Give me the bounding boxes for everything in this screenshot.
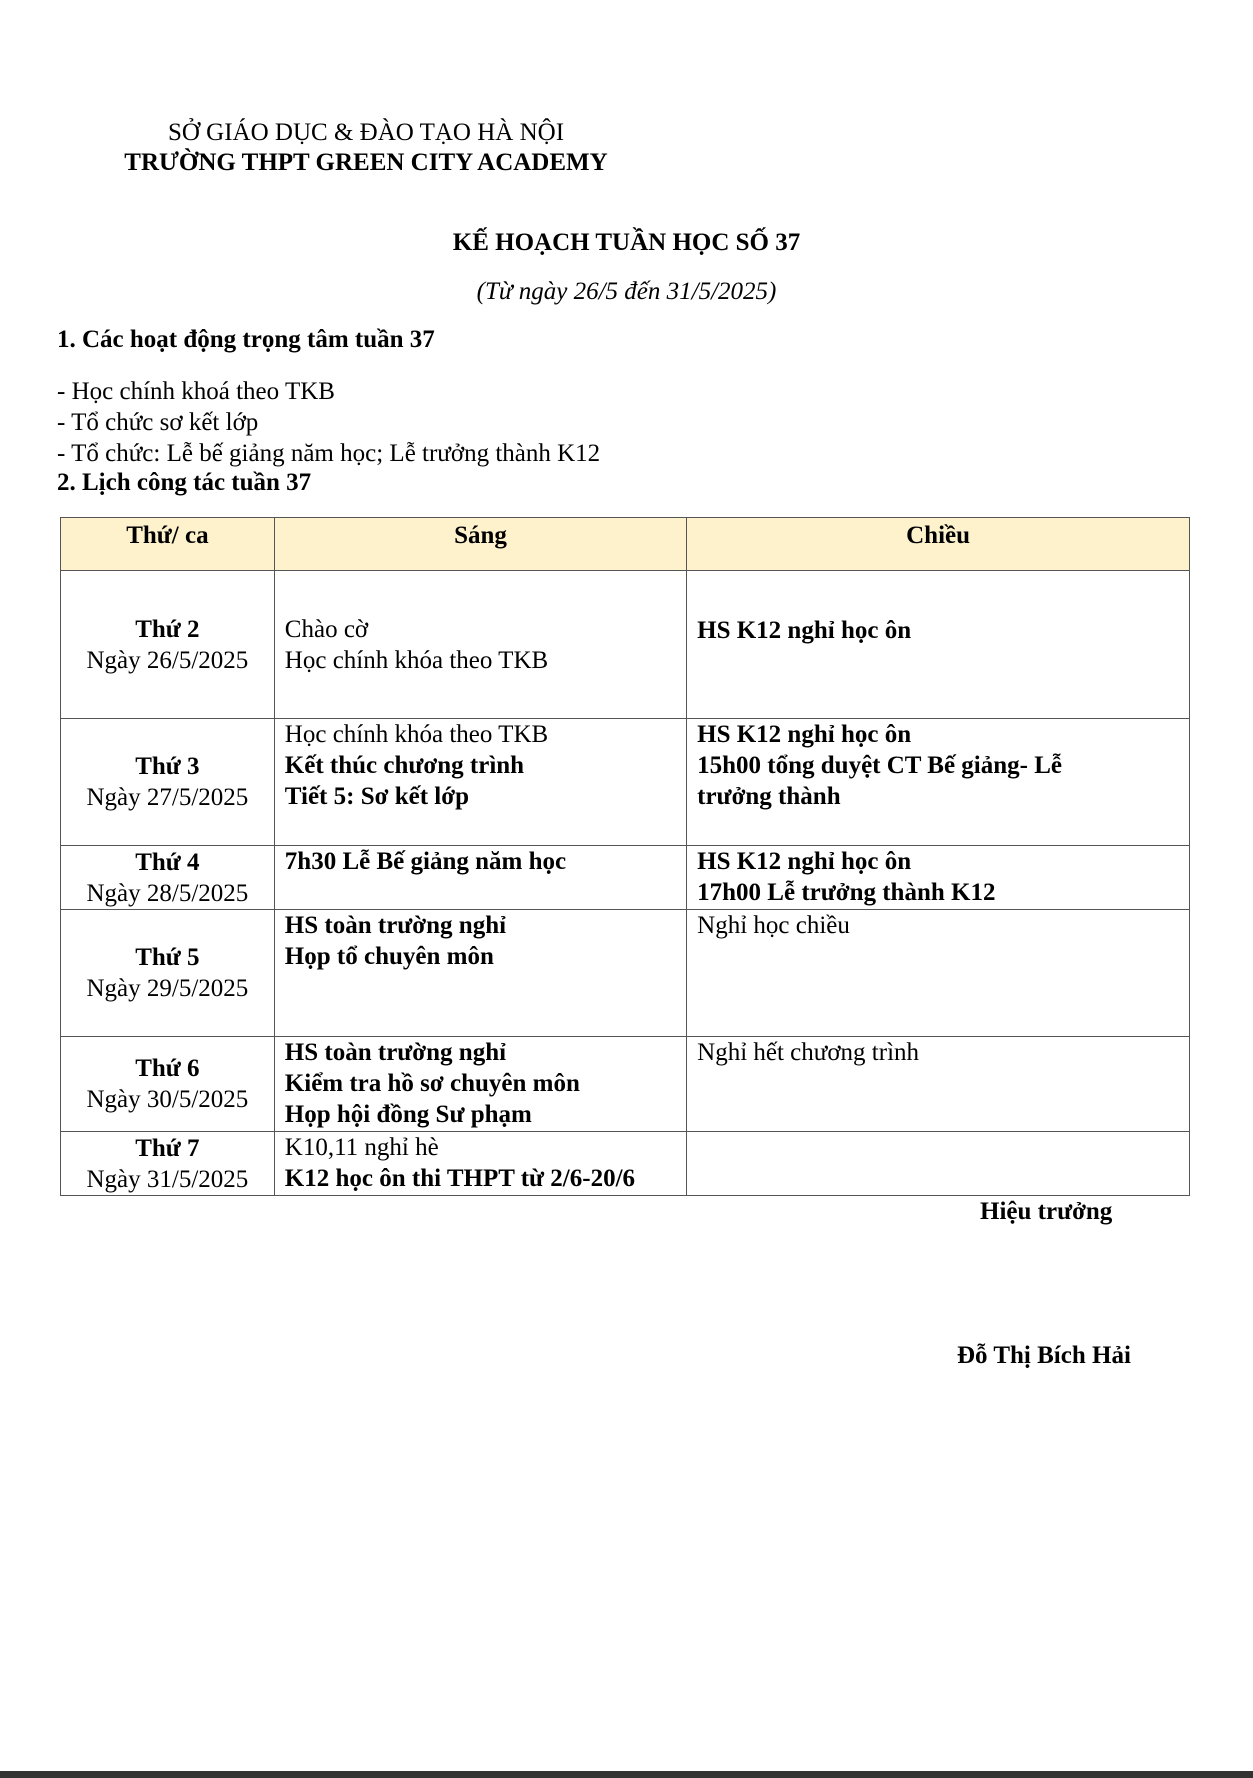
afternoon-line: HS K12 nghỉ học ôn: [697, 721, 912, 748]
afternoon-line: Nghỉ hết chương trình: [697, 1039, 920, 1066]
document-title: KẾ HOẠCH TUẦN HỌC SỐ 37: [452, 229, 801, 256]
day-cell: [61, 910, 275, 1037]
column-header-morning: Sáng: [274, 518, 686, 571]
morning-line: Học chính khóa theo TKB: [284, 646, 549, 674]
table-row: [61, 571, 1190, 719]
day-cell: [61, 846, 275, 910]
day-date: Ngày 26/5/2025: [86, 646, 249, 674]
afternoon-cell: [687, 1037, 1190, 1132]
day-date: Ngày 31/5/2025: [86, 1165, 249, 1193]
day-date: Ngày 30/5/2025: [86, 1086, 249, 1113]
day-name: Thứ 2: [135, 615, 200, 643]
day-name: Thứ 6: [135, 1055, 200, 1082]
day-cell: [61, 571, 275, 719]
morning-line: HS toàn trường nghỉ: [284, 912, 507, 939]
day-cell: [61, 719, 275, 846]
signature-name: Đỗ Thị Bích Hải: [957, 1342, 1131, 1369]
day-name: Thứ 4: [135, 848, 200, 876]
day-name: Thứ 7: [135, 1134, 200, 1162]
morning-line: Họp hội đồng Sư phạm: [284, 1101, 532, 1128]
afternoon-line: 15h00 tổng duyệt CT Bế giảng- Lễ trưởng thành: [697, 752, 1062, 810]
school-name: TRƯỜNG THPT GREEN CITY ACADEMY: [124, 149, 608, 176]
morning-cell: [274, 1037, 686, 1132]
day-date: Ngày 28/5/2025: [86, 879, 249, 907]
schedule-table: [60, 517, 1190, 1196]
morning-line: Kiểm tra hồ sơ chuyên môn: [284, 1070, 580, 1097]
activities-list: [57, 376, 600, 469]
afternoon-cell: [687, 1132, 1190, 1196]
afternoon-cell: [687, 846, 1190, 910]
morning-line: K10,11 nghỉ hè: [284, 1134, 439, 1161]
table-row: [61, 910, 1190, 1037]
day-date: Ngày 27/5/2025: [86, 784, 249, 811]
afternoon-cell: [687, 719, 1190, 846]
morning-line: Họp tổ chuyên môn: [284, 943, 494, 970]
day-name: Thứ 5: [135, 944, 200, 971]
day-name: Thứ 3: [135, 753, 200, 780]
morning-cell: [274, 719, 686, 846]
morning-line: Học chính khóa theo TKB: [284, 721, 549, 748]
afternoon-cell: [687, 571, 1190, 719]
morning-line: Tiết 5: Sơ kết lớp: [284, 783, 469, 810]
day-cell: [61, 1037, 275, 1132]
issuer-header: [86, 118, 646, 178]
table-row: [61, 719, 1190, 846]
column-header-afternoon: Chiều: [687, 518, 1190, 571]
morning-cell: [274, 1132, 686, 1196]
afternoon-line: Nghỉ học chiều: [697, 912, 850, 939]
list-item: - Tổ chức: Lễ bế giảng năm học; Lễ trưởng thành K12: [57, 440, 601, 467]
table-header-row: [61, 518, 1190, 571]
section-heading-activities: 1. Các hoạt động trọng tâm tuần 37: [57, 326, 435, 353]
column-header-day: Thứ/ ca: [61, 518, 275, 571]
list-item: - Học chính khoá theo TKB: [57, 378, 335, 405]
morning-cell: [274, 846, 686, 910]
department-name: SỞ GIÁO DỤC & ĐÀO TẠO HÀ NỘI: [167, 119, 565, 146]
bottom-edge-bar: [0, 1771, 1253, 1778]
morning-line: K12 học ôn thi THPT từ 2/6-20/6: [284, 1165, 636, 1192]
table-row: [61, 1132, 1190, 1196]
morning-line: Kết thúc chương trình: [284, 752, 525, 779]
table-row: [61, 846, 1190, 910]
afternoon-cell: [687, 910, 1190, 1037]
section-heading-schedule: 2. Lịch công tác tuần 37: [57, 469, 312, 496]
afternoon-line: 17h00 Lễ trưởng thành K12: [697, 879, 996, 906]
morning-line: 7h30 Lễ Bế giảng năm học: [284, 848, 567, 875]
morning-line: HS toàn trường nghỉ: [284, 1039, 507, 1066]
morning-cell: [274, 910, 686, 1037]
day-date: Ngày 29/5/2025: [86, 975, 249, 1002]
signature-title: Hiệu trưởng: [980, 1198, 1113, 1225]
afternoon-line: HS K12 nghỉ học ôn: [697, 617, 912, 644]
list-item: - Tổ chức sơ kết lớp: [57, 409, 259, 436]
day-cell: [61, 1132, 275, 1196]
afternoon-line: HS K12 nghỉ học ôn: [697, 848, 912, 875]
table-row: [61, 1037, 1190, 1132]
morning-cell: [274, 571, 686, 719]
document-subtitle: (Từ ngày 26/5 đến 31/5/2025): [476, 278, 777, 305]
morning-line: Chào cờ: [284, 615, 369, 643]
